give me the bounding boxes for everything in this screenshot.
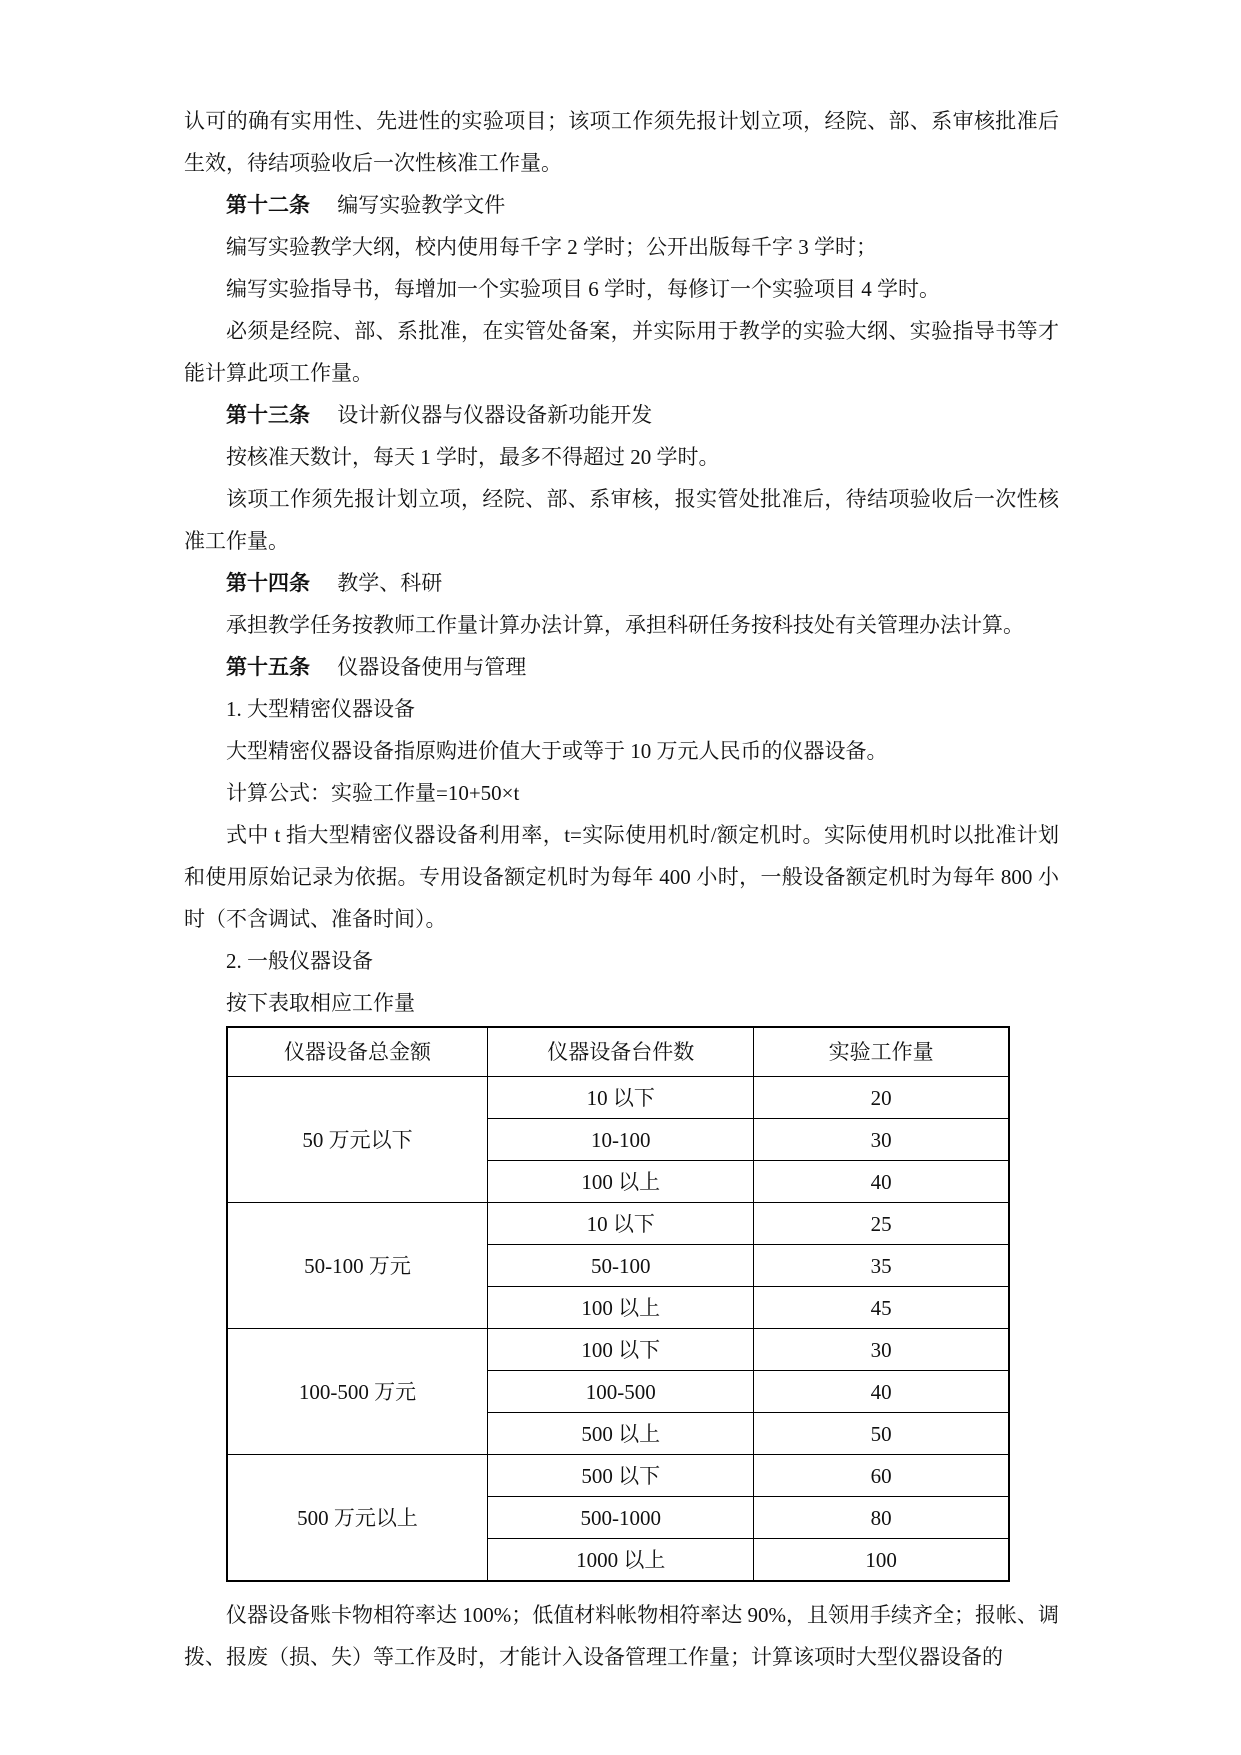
article-number: 第十五条	[226, 655, 310, 679]
workload-cell: 60	[754, 1455, 1009, 1497]
table-intro-paragraph: 按下表取相应工作量	[226, 991, 415, 1015]
count-cell: 10-100	[488, 1119, 754, 1161]
count-cell: 50-100	[488, 1245, 754, 1287]
header-amount: 仪器设备总金额	[227, 1027, 488, 1077]
count-cell: 100 以上	[488, 1161, 754, 1203]
table-row	[227, 1077, 1009, 1119]
closing-paragraph: 仪器设备账卡物相符率达 100%；低值材料帐物相符率达 90%，且领用手续齐全；报帐、调拨、报废（损、失）等工作及时，才能计入设备管理工作量；计算该项时大型仪器设备的	[184, 1603, 1059, 1669]
article-heading-15	[184, 646, 1059, 688]
table-row	[227, 1203, 1009, 1245]
article-number: 第十二条	[226, 193, 310, 217]
amount-cell: 50-100 万元	[227, 1203, 488, 1329]
workload-cell: 50	[754, 1413, 1009, 1455]
article-title: 仪器设备使用与管理	[337, 655, 527, 679]
count-cell: 100-500	[488, 1371, 754, 1413]
workload-cell: 25	[754, 1203, 1009, 1245]
article-title: 设计新仪器与仪器设备新功能开发	[337, 403, 653, 427]
article-number: 第十三条	[226, 403, 310, 427]
amount-cell: 100-500 万元	[227, 1329, 488, 1455]
workload-cell: 45	[754, 1287, 1009, 1329]
header-workload: 实验工作量	[754, 1027, 1009, 1077]
workload-cell: 100	[754, 1539, 1009, 1582]
count-cell: 10 以下	[488, 1077, 754, 1119]
paragraph: 承担教学任务按教师工作量计算办法计算，承担科研任务按科技处有关管理办法计算。	[226, 613, 1024, 637]
table-header-row	[227, 1027, 1009, 1077]
paragraph-continuation: 认可的确有实用性、先进性的实验项目；该项工作须先报计划立项，经院、部、系审核批准后生效，待结项验收后一次性核准工作量。	[184, 109, 1059, 175]
workload-cell: 30	[754, 1119, 1009, 1161]
workload-cell: 30	[754, 1329, 1009, 1371]
paragraph: 式中 t 指大型精密仪器设备利用率，t=实际使用机时/额定机时。实际使用机时以批准计划和使用原始记录为依据。专用设备额定机时为每年 400 小时，一般设备额定机时为每年 800 小时（不含调试、准备时间）。	[184, 823, 1059, 931]
article-title: 编写实验教学文件	[337, 193, 506, 217]
workload-table	[226, 1026, 1010, 1582]
workload-cell: 35	[754, 1245, 1009, 1287]
paragraph: 该项工作须先报计划立项，经院、部、系审核，报实管处批准后，待结项验收后一次性核准工作量。	[184, 487, 1059, 553]
paragraph: 按核准天数计，每天 1 学时，最多不得超过 20 学时。	[226, 445, 720, 469]
document-content	[184, 100, 1059, 1678]
amount-cell: 500 万元以上	[227, 1455, 488, 1582]
article-heading-14	[184, 562, 1059, 604]
workload-cell: 80	[754, 1497, 1009, 1539]
paragraph: 大型精密仪器设备指原购进价值大于或等于 10 万元人民币的仪器设备。	[226, 739, 888, 763]
list-item-2: 2. 一般仪器设备	[226, 949, 373, 973]
article-heading-13	[184, 394, 1059, 436]
workload-cell: 20	[754, 1077, 1009, 1119]
article-title: 教学、科研	[337, 571, 443, 595]
count-cell: 100 以上	[488, 1287, 754, 1329]
workload-cell: 40	[754, 1371, 1009, 1413]
article-heading-12	[184, 184, 1059, 226]
amount-cell: 50 万元以下	[227, 1077, 488, 1203]
header-count: 仪器设备台件数	[488, 1027, 754, 1077]
table-row	[227, 1455, 1009, 1497]
paragraph: 编写实验指导书，每增加一个实验项目 6 学时，每修订一个实验项目 4 学时。	[226, 277, 940, 301]
count-cell: 500-1000	[488, 1497, 754, 1539]
article-number: 第十四条	[226, 571, 310, 595]
count-cell: 500 以上	[488, 1413, 754, 1455]
count-cell: 100 以下	[488, 1329, 754, 1371]
workload-cell: 40	[754, 1161, 1009, 1203]
count-cell: 10 以下	[488, 1203, 754, 1245]
table-row	[227, 1329, 1009, 1371]
paragraph: 编写实验教学大纲，校内使用每千字 2 学时；公开出版每千字 3 学时；	[226, 235, 877, 259]
count-cell: 1000 以上	[488, 1539, 754, 1582]
list-item-1: 1. 大型精密仪器设备	[226, 697, 415, 721]
formula-paragraph: 计算公式：实验工作量=10+50×t	[226, 781, 520, 805]
count-cell: 500 以下	[488, 1455, 754, 1497]
paragraph: 必须是经院、部、系批准，在实管处备案，并实际用于教学的实验大纲、实验指导书等才能计算此项工作量。	[184, 319, 1059, 385]
